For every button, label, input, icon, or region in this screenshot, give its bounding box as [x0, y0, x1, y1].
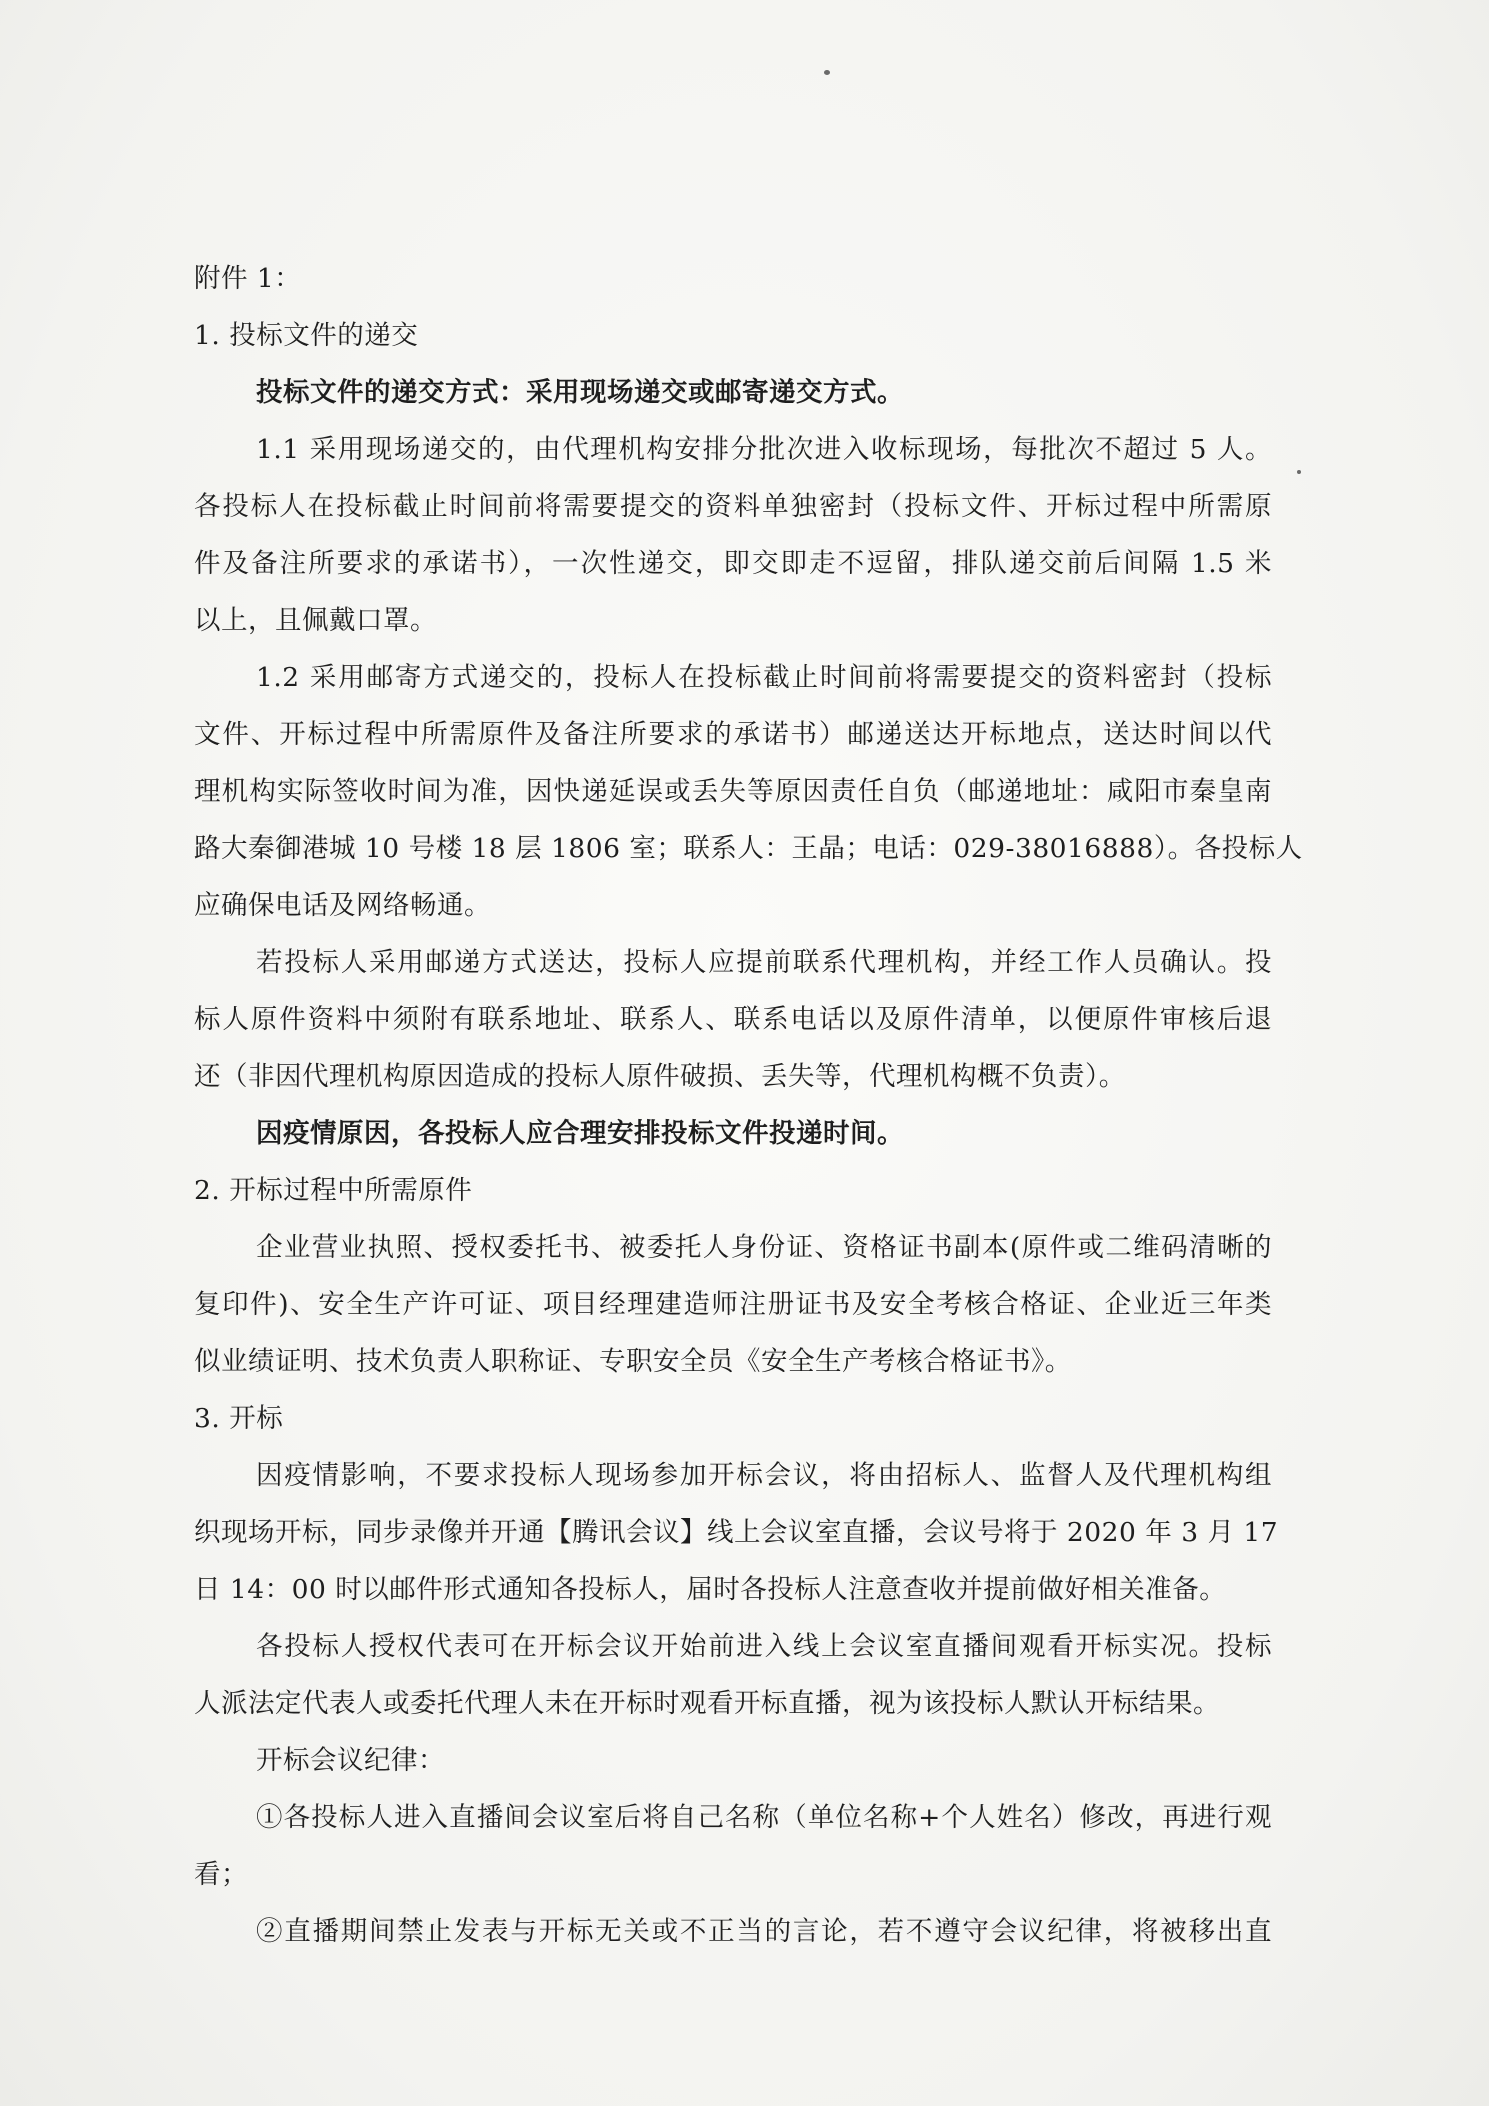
- mail-confirm-line: 标人原件资料中须附有联系地址、联系人、联系电话以及原件清单，以便原件审核后退: [194, 1004, 1272, 1035]
- paragraph-1-1-line: 1.1 采用现场递交的，由代理机构安排分批次进入收标现场，每批次不超过 5 人。: [256, 434, 1272, 465]
- meeting-rule-2-line: ②直播期间禁止发表与开标无关或不正当的言论，若不遵守会议纪律，将被移出直: [256, 1916, 1272, 1947]
- live-stream-line: 人派法定代表人或委托代理人未在开标时观看开标直播，视为该投标人默认开标结果。: [194, 1688, 1220, 1719]
- meeting-rules-title: 开标会议纪律：: [256, 1745, 445, 1776]
- paragraph-1-2-line: 应确保电话及网络畅通。: [194, 890, 491, 921]
- section-2-line: 似业绩证明、技术负责人职称证、专职安全员《安全生产考核合格证书》。: [194, 1346, 1072, 1377]
- mail-confirm-line: 若投标人采用邮递方式送达，投标人应提前联系代理机构，并经工作人员确认。投: [256, 947, 1272, 978]
- paragraph-1-2-line: 文件、开标过程中所需原件及备注所要求的承诺书）邮递送达开标地点，送达时间以代: [194, 719, 1272, 750]
- paragraph-1-2-line: 路大秦御港城 10 号楼 18 层 1806 室；联系人：王晶；电话：029-38016888）。各投标人: [194, 833, 1303, 864]
- section-2-line: 企业营业执照、授权委托书、被委托人身份证、资格证书副本(原件或二维码清晰的: [256, 1232, 1272, 1263]
- paragraph-1-1-line: 各投标人在投标截止时间前将需要提交的资料单独密封（投标文件、开标过程中所需原: [194, 491, 1272, 522]
- section-1-heading: 1. 投标文件的递交: [194, 320, 419, 351]
- scan-speck: [1297, 470, 1301, 474]
- paragraph-1-1-line: 件及备注所要求的承诺书），一次性递交，即交即走不逗留，排队递交前后间隔 1.5 米: [194, 548, 1272, 579]
- section-3-line: 织现场开标，同步录像并开通【腾讯会议】线上会议室直播，会议号将于 2020 年 3 月 17: [194, 1517, 1279, 1548]
- section-1-method: 投标文件的递交方式：采用现场递交或邮寄递交方式。: [256, 377, 904, 408]
- section-3-line: 因疫情影响，不要求投标人现场参加开标会议，将由招标人、监督人及代理机构组: [256, 1460, 1272, 1491]
- scan-speck: [824, 70, 830, 75]
- paragraph-1-2-line: 1.2 采用邮寄方式递交的，投标人在投标截止时间前将需要提交的资料密封（投标: [256, 662, 1272, 693]
- section-3-line: 日 14：00 时以邮件形式通知各投标人，届时各投标人注意查收并提前做好相关准备。: [194, 1574, 1227, 1605]
- meeting-rule-1-line: 看；: [194, 1859, 248, 1890]
- document-body: [194, 250, 1303, 1960]
- section-3-heading: 3. 开标: [194, 1403, 284, 1434]
- paragraph-1-1-line: 以上，且佩戴口罩。: [194, 605, 437, 636]
- mail-confirm-line: 还（非因代理机构原因造成的投标人原件破损、丢失等，代理机构概不负责）。: [194, 1061, 1126, 1092]
- live-stream-line: 各投标人授权代表可在开标会议开始前进入线上会议室直播间观看开标实况。投标: [256, 1631, 1272, 1662]
- section-2-heading: 2. 开标过程中所需原件: [194, 1175, 473, 1206]
- attachment-label: 附件 1：: [194, 263, 302, 294]
- epidemic-note: 因疫情原因，各投标人应合理安排投标文件投递时间。: [256, 1118, 904, 1149]
- section-2-line: 复印件)、安全生产许可证、项目经理建造师注册证书及安全考核合格证、企业近三年类: [194, 1289, 1272, 1320]
- meeting-rule-1-line: ①各投标人进入直播间会议室后将自己名称（单位名称+个人姓名）修改，再进行观: [256, 1802, 1272, 1833]
- paragraph-1-2-line: 理机构实际签收时间为准，因快递延误或丢失等原因责任自负（邮递地址：咸阳市秦皇南: [194, 776, 1272, 807]
